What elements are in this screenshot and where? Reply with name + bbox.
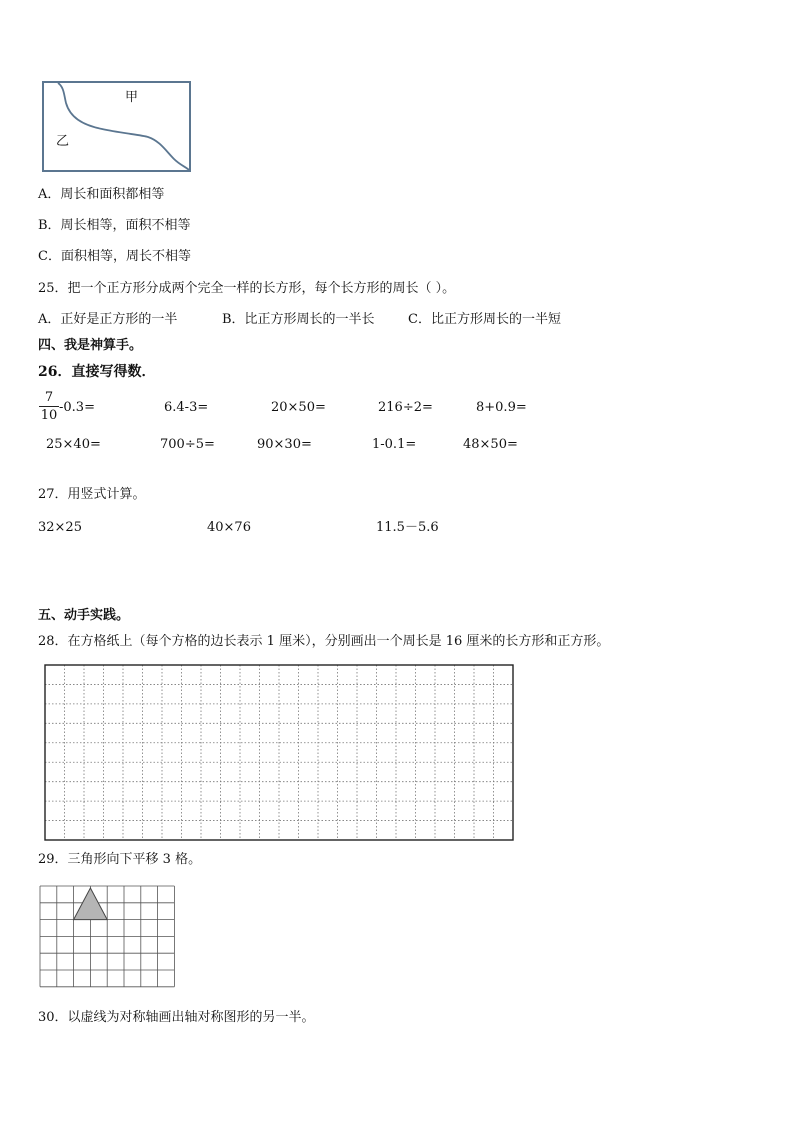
q29-grid-paper[interactable] — [39, 885, 175, 989]
q28-grid-paper[interactable] — [44, 664, 514, 841]
fraction-denominator: 10 — [40, 408, 58, 423]
q27-item2: 40×76 — [207, 520, 251, 535]
q30-question: 30．以虚线为对称轴画出轴对称图形的另一半。 — [38, 1010, 315, 1025]
q28-question: 28．在方格纸上（每个方格的边长表示 1 厘米），分别画出一个周长是 16 厘米的长方形和正方形。 — [38, 634, 610, 649]
label-jia: 甲 — [125, 90, 139, 105]
q26-row1-item3: 20×50= — [271, 400, 326, 415]
q24-option-a: A．周长和面积都相等 — [38, 187, 165, 202]
q24-dividing-curve — [58, 83, 189, 170]
triangle-shape — [74, 888, 108, 920]
q26-row1-item4: 216÷2= — [378, 400, 433, 415]
q25-option-c: C．比正方形周长的一半短 — [408, 312, 561, 327]
q26-fraction — [39, 390, 59, 423]
q26-row2-item5: 48×50= — [463, 437, 518, 452]
q26-row1-item2: 6.4-3= — [164, 400, 209, 415]
section5-title: 五、动手实践。 — [38, 608, 130, 623]
fraction-numerator: 7 — [44, 390, 54, 405]
q26-row2-item3: 90×30= — [257, 437, 312, 452]
q26-row2-item4: 1-0.1= — [372, 437, 417, 452]
q27-item3: 11.5－5.6 — [376, 520, 439, 535]
q26-row1-item1: -0.3= — [59, 400, 95, 415]
q25-option-b: B．比正方形周长的一半长 — [222, 312, 375, 327]
q26-row1-item5: 8+0.9= — [476, 400, 527, 415]
section4-title: 四、我是神算手。 — [38, 338, 143, 353]
q24-option-c: C．面积相等，周长不相等 — [38, 249, 191, 264]
q24-option-b: B．周长相等，面积不相等 — [38, 218, 191, 233]
q25-option-a: A．正好是正方形的一半 — [38, 312, 178, 327]
q26-title: 26．直接写得数． — [38, 364, 156, 380]
q26-row2-item2: 700÷5= — [160, 437, 215, 452]
q24-figure — [42, 81, 192, 173]
q26-row2-item1: 25×40= — [46, 437, 101, 452]
q27-title: 27．用竖式计算。 — [38, 487, 146, 502]
label-yi: 乙 — [56, 134, 70, 149]
q29-question: 29．三角形向下平移 3 格。 — [38, 852, 202, 867]
fraction-bar — [39, 406, 59, 407]
q27-item1: 32×25 — [38, 520, 82, 535]
q25-question: 25．把一个正方形分成两个完全一样的长方形，每个长方形的周长（ ）。 — [38, 281, 456, 296]
